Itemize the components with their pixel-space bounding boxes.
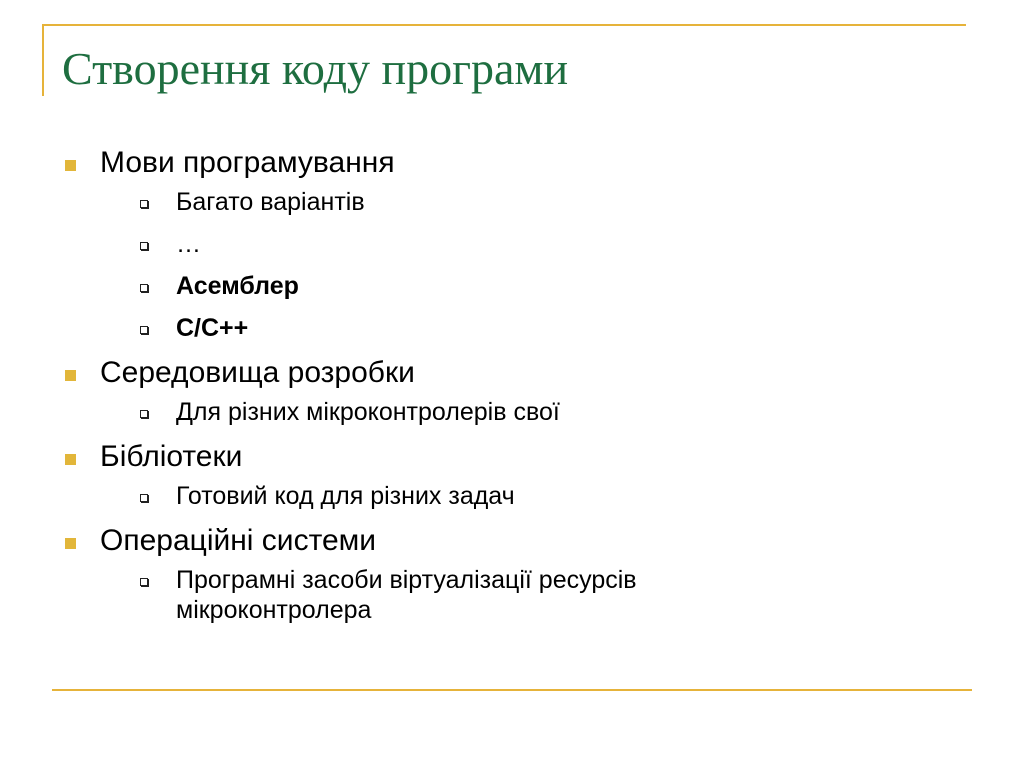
checkbox-bullet-icon: [140, 578, 148, 586]
checkbox-bullet-icon: [140, 200, 148, 208]
list-item-text: Бібліотеки: [100, 440, 243, 473]
top-rule: [42, 24, 966, 26]
left-rule: [42, 24, 44, 96]
sub-list: [100, 565, 962, 625]
slide-title: Створення коду програми: [62, 43, 569, 94]
sub-list: [100, 481, 962, 511]
sub-list-item: [100, 565, 736, 625]
sub-list-item: [100, 229, 962, 259]
list-item: [62, 439, 962, 511]
sub-list-item: [100, 313, 962, 343]
checkbox-bullet-icon: [140, 494, 148, 502]
sub-list: [100, 187, 962, 343]
checkbox-bullet-icon: [140, 284, 148, 292]
sub-list-item: [100, 187, 962, 217]
sub-list-item-text: Для різних мікроконтролерів свої: [176, 398, 560, 426]
list-item: [62, 145, 962, 343]
sub-list-item-text: …: [176, 230, 201, 258]
sub-list-item-text: Готовий код для різних задач: [176, 482, 515, 510]
bottom-rule: [52, 689, 972, 691]
list-item: [62, 355, 962, 427]
checkbox-bullet-icon: [140, 242, 148, 250]
sub-list-item-text: Багато варіантів: [176, 188, 365, 216]
list-item: [62, 523, 962, 625]
square-bullet-icon: [65, 454, 76, 465]
bullet-list: [62, 145, 962, 625]
sub-list-item: [100, 481, 962, 511]
sub-list-item: [100, 271, 962, 301]
sub-list-item-text: C/C++: [176, 314, 249, 342]
list-item-text: Середовища розробки: [100, 356, 415, 389]
list-item-text: Операційні системи: [100, 524, 377, 557]
sub-list-item-text: Асемблер: [176, 272, 299, 300]
square-bullet-icon: [65, 538, 76, 549]
sub-list-item-text: Програмні засоби віртуалізації ресурсів мікроконтролера: [176, 566, 637, 624]
square-bullet-icon: [65, 370, 76, 381]
sub-list: [100, 397, 962, 427]
checkbox-bullet-icon: [140, 326, 148, 334]
list-item-text: Мови програмування: [100, 146, 395, 179]
square-bullet-icon: [65, 160, 76, 171]
checkbox-bullet-icon: [140, 410, 148, 418]
sub-list-item: [100, 397, 962, 427]
